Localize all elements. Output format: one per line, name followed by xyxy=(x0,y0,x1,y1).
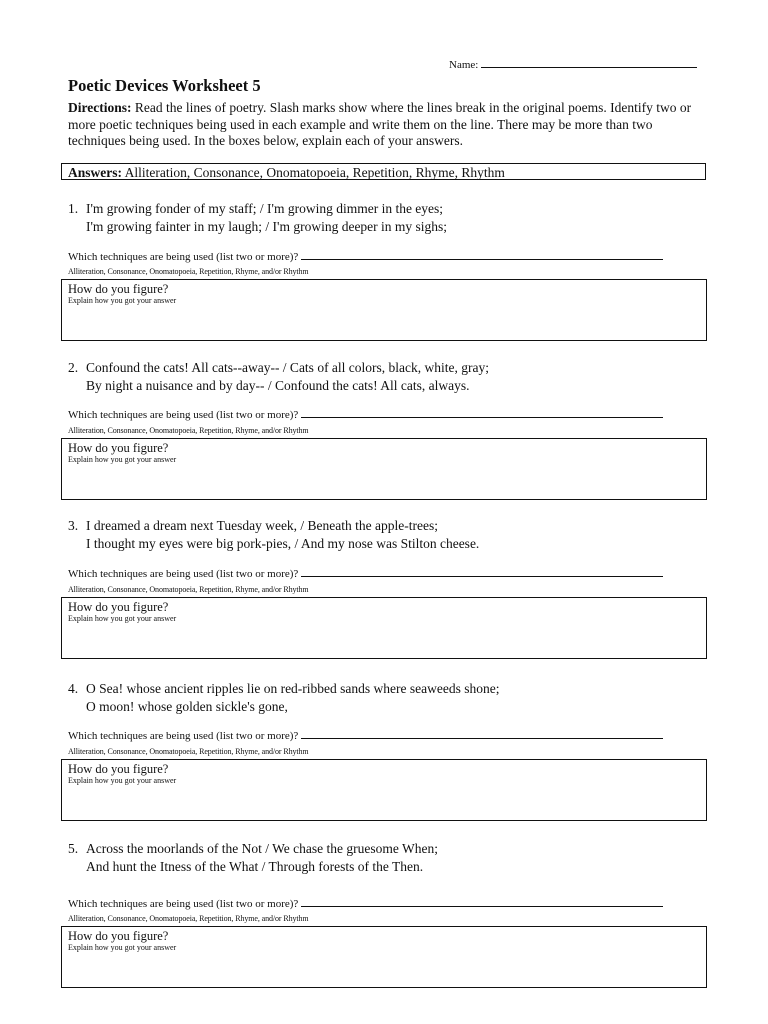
box-title: How do you figure? xyxy=(68,929,169,943)
question-number: 5. xyxy=(68,841,79,856)
poem-line-1: I dreamed a dream next Tuesday week, / Beneath the apple-trees; xyxy=(86,518,438,533)
box-subtitle: Explain how you got your answer xyxy=(68,614,177,623)
techniques-answer-line[interactable] xyxy=(301,250,663,260)
techniques-prompt: Which techniques are being used (list two or more)? xyxy=(68,730,299,742)
question-4-explanation-box[interactable] xyxy=(61,759,707,821)
techniques-hint: Alliteration, Consonance, Onomatopoeia, Repetition, Rhyme, and/or Rhythm xyxy=(68,747,309,756)
techniques-hint: Alliteration, Consonance, Onomatopoeia, Repetition, Rhyme, and/or Rhythm xyxy=(68,426,309,435)
answers-list: Alliteration, Consonance, Onomatopoeia, Repetition, Rhyme, Rhythm xyxy=(124,165,505,180)
techniques-answer-line[interactable] xyxy=(301,567,663,577)
page-title: Poetic Devices Worksheet 5 xyxy=(68,76,261,95)
techniques-prompt: Which techniques are being used (list two or more)? xyxy=(68,568,299,580)
techniques-prompt: Which techniques are being used (list two or more)? xyxy=(68,409,299,421)
question-4-techniques-field[interactable] xyxy=(68,729,663,742)
name-blank-line[interactable] xyxy=(481,57,697,68)
poem-line-1: Confound the cats! All cats--away-- / Cats of all colors, black, white, gray; xyxy=(86,360,490,375)
question-5-poem xyxy=(68,840,438,876)
poem-line-2: And hunt the Itness of the What / Through forests of the Then. xyxy=(86,859,424,874)
poem-line-1: O Sea! whose ancient ripples lie on red-ribbed sands where seaweeds shone; xyxy=(86,681,500,696)
question-2-techniques-field[interactable] xyxy=(68,408,663,421)
techniques-hint: Alliteration, Consonance, Onomatopoeia, Repetition, Rhyme, and/or Rhythm xyxy=(68,914,309,923)
techniques-answer-line[interactable] xyxy=(301,897,663,907)
question-5-explanation-box[interactable] xyxy=(61,926,707,988)
techniques-hint: Alliteration, Consonance, Onomatopoeia, Repetition, Rhyme, and/or Rhythm xyxy=(68,267,309,276)
name-label: Name: xyxy=(449,59,479,71)
question-2-poem xyxy=(68,359,489,395)
techniques-answer-line[interactable] xyxy=(301,408,663,418)
directions-text: Read the lines of poetry. Slash marks show where the lines break in the original poems. Identify two or more poetic techniques being used in each example and write them on the line. There may be more than two techniques being used. In the boxes below, explain each of your answers. xyxy=(68,100,692,148)
question-1-techniques-field[interactable] xyxy=(68,250,663,263)
box-subtitle: Explain how you got your answer xyxy=(68,296,177,305)
poem-line-2: I thought my eyes were big pork-pies, / And my nose was Stilton cheese. xyxy=(86,536,480,551)
question-number: 4. xyxy=(68,681,79,696)
question-number: 3. xyxy=(68,518,79,533)
question-number: 1. xyxy=(68,201,79,216)
techniques-hint: Alliteration, Consonance, Onomatopoeia, Repetition, Rhyme, and/or Rhythm xyxy=(68,585,309,594)
answers-box xyxy=(61,163,706,180)
poem-line-1: I'm growing fonder of my staff; / I'm growing dimmer in the eyes; xyxy=(86,201,444,216)
question-4-poem xyxy=(68,680,500,716)
answers-label: Answers: xyxy=(68,165,122,180)
question-5-techniques-field[interactable] xyxy=(68,897,663,910)
poem-line-1: Across the moorlands of the Not / We chase the gruesome When; xyxy=(86,841,438,856)
box-title: How do you figure? xyxy=(68,600,169,614)
question-number: 2. xyxy=(68,360,79,375)
name-field[interactable] xyxy=(449,57,697,71)
box-subtitle: Explain how you got your answer xyxy=(68,455,177,464)
directions-label: Directions: xyxy=(68,100,132,115)
poem-line-2: O moon! whose golden sickle's gone, xyxy=(86,699,288,714)
question-1-explanation-box[interactable] xyxy=(61,279,707,341)
box-title: How do you figure? xyxy=(68,762,169,776)
directions xyxy=(68,100,708,150)
question-3-explanation-box[interactable] xyxy=(61,597,707,659)
techniques-answer-line[interactable] xyxy=(301,729,663,739)
poem-line-2: I'm growing fainter in my laugh; / I'm growing deeper in my sighs; xyxy=(86,219,448,234)
techniques-prompt: Which techniques are being used (list two or more)? xyxy=(68,251,299,263)
question-1-poem xyxy=(68,200,447,236)
question-3-techniques-field[interactable] xyxy=(68,567,663,580)
box-title: How do you figure? xyxy=(68,282,169,296)
box-subtitle: Explain how you got your answer xyxy=(68,943,177,952)
question-3-poem xyxy=(68,517,479,553)
techniques-prompt: Which techniques are being used (list two or more)? xyxy=(68,898,299,910)
box-title: How do you figure? xyxy=(68,441,169,455)
poem-line-2: By night a nuisance and by day-- / Confound the cats! All cats, always. xyxy=(86,378,470,393)
box-subtitle: Explain how you got your answer xyxy=(68,776,177,785)
question-2-explanation-box[interactable] xyxy=(61,438,707,500)
